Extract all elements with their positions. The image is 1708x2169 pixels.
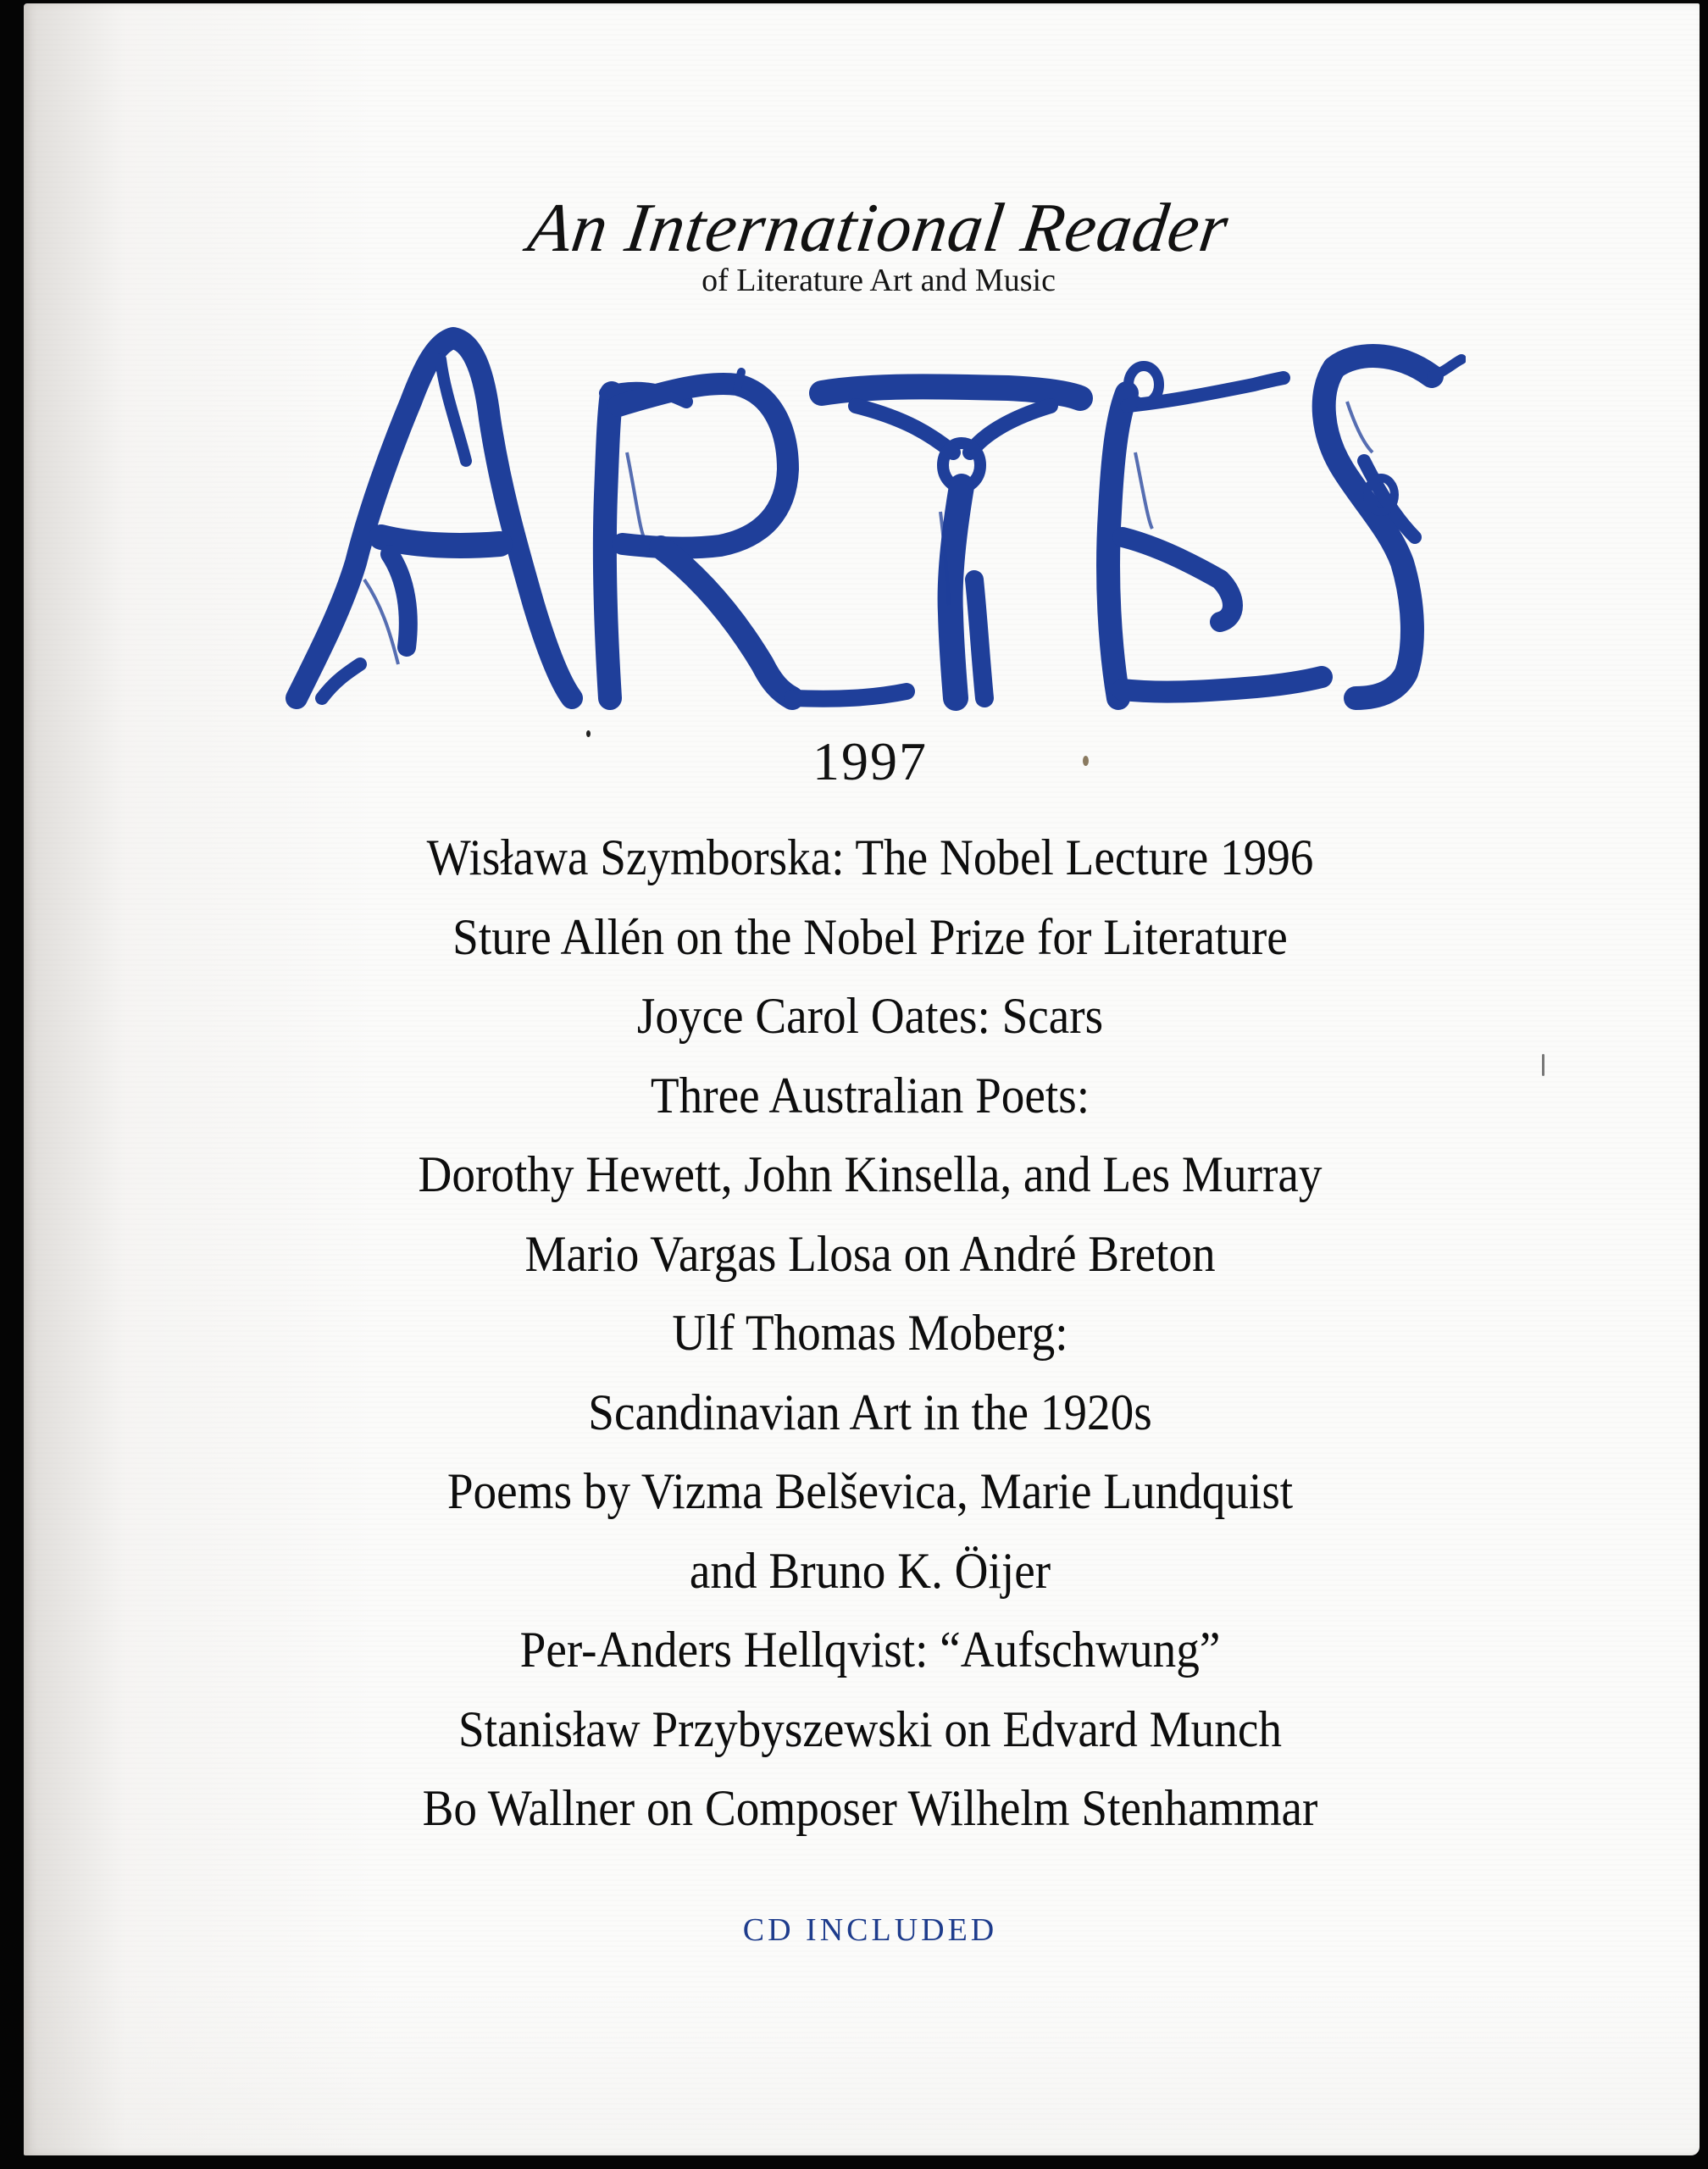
contents-item: Sture Allén on the Nobel Prize for Literature <box>452 908 1288 965</box>
contents-item: Poems by Vizma Belševica, Marie Lundquist <box>446 1463 1294 1519</box>
contents-item: Dorothy Hewett, John Kinsella, and Les Murray <box>418 1146 1323 1202</box>
contents-item: Stanisław Przybyszewski on Edvard Munch <box>458 1700 1282 1757</box>
contents-item: Mario Vargas Llosa on André Breton <box>524 1225 1216 1282</box>
issue-year: 1997 <box>812 731 928 791</box>
contents-item: Ulf Thomas Moberg: <box>672 1305 1068 1361</box>
paper-crease <box>1542 1054 1544 1076</box>
contents-item: Wisława Szymborska: The Nobel Lecture 1996 <box>426 829 1314 885</box>
contents-item: Per-Anders Hellqvist: “Aufschwung” <box>519 1622 1221 1678</box>
contents-item: Bo Wallner on Composer Wilhelm Stenhammar <box>422 1780 1318 1836</box>
paper-speck <box>1083 756 1089 766</box>
artes-logo <box>263 325 1466 715</box>
contents-item: Joyce Carol Oates: Scars <box>636 988 1104 1044</box>
artes-figure-letters-icon <box>263 325 1466 715</box>
contents-list <box>32 818 1708 1849</box>
series-title: An International Reader <box>524 189 1234 266</box>
contents-item: Scandinavian Art in the 1920s <box>588 1384 1152 1440</box>
book-cover <box>24 3 1700 2155</box>
contents-item: and Bruno K. Öijer <box>689 1542 1051 1599</box>
paper-speck <box>586 730 591 737</box>
contents-item: Three Australian Poets: <box>650 1067 1090 1123</box>
cd-included-note: CD INCLUDED <box>742 1912 998 1948</box>
series-subtitle: of Literature Art and Music <box>702 263 1056 298</box>
